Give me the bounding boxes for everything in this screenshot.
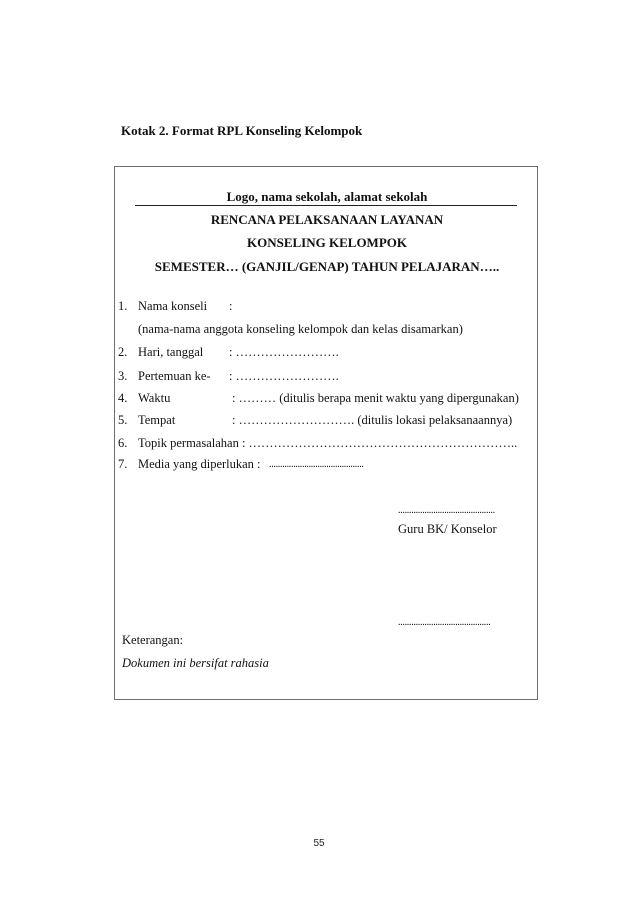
item-number: 3. bbox=[118, 369, 128, 383]
keterangan-text: Dokumen ini bersifat rahasia bbox=[122, 656, 269, 670]
signature-dots-top: ............................................ bbox=[398, 505, 495, 516]
section-heading: Kotak 2. Format RPL Konseling Kelompok bbox=[121, 123, 363, 138]
form-header-semester: SEMESTER… (GANJIL/GENAP) TAHUN PELAJARAN….. bbox=[154, 259, 500, 274]
item-value: : ……………………. bbox=[229, 369, 339, 383]
item-number: 6. bbox=[118, 436, 128, 450]
item-label: Hari, tanggal bbox=[138, 345, 204, 359]
form-item-topik bbox=[115, 436, 539, 452]
item-value: : bbox=[229, 299, 233, 313]
rpl-form-box bbox=[114, 166, 538, 700]
form-item-pertemuan bbox=[115, 369, 539, 385]
item-label: Topik permasalahan : ……………………………………………………….. bbox=[138, 436, 518, 450]
form-header-subtitle: KONSELING KELOMPOK bbox=[247, 235, 407, 250]
item-number: 5. bbox=[118, 413, 128, 427]
item-label: Media yang diperlukan : bbox=[138, 457, 261, 471]
item-label: Pertemuan ke- bbox=[138, 369, 211, 383]
item-value: ........................................... bbox=[269, 459, 364, 470]
keterangan-label: Keterangan: bbox=[122, 633, 184, 647]
item-number: 4. bbox=[118, 391, 128, 405]
header-divider bbox=[135, 205, 517, 206]
form-header-school: Logo, nama sekolah, alamat sekolah bbox=[226, 189, 428, 204]
item-number: 1. bbox=[118, 299, 128, 313]
form-item-note: (nama-nama anggota konseling kelompok dan kelas disamarkan) bbox=[138, 322, 463, 336]
item-value: : ……… (ditulis berapa menit waktu yang dipergunakan) bbox=[232, 391, 519, 405]
item-number: 7. bbox=[118, 457, 128, 471]
form-header-title: RENCANA PELAKSANAAN LAYANAN bbox=[210, 212, 444, 227]
signature-title: Guru BK/ Konselor bbox=[398, 522, 497, 536]
item-value: : ………………………. (ditulis lokasi pelaksanaannya) bbox=[232, 413, 513, 427]
item-value: : ……………………. bbox=[229, 345, 339, 359]
form-item-waktu bbox=[115, 391, 539, 407]
form-item-tempat bbox=[115, 413, 539, 429]
item-label: Waktu bbox=[138, 391, 171, 405]
item-label: Tempat bbox=[138, 413, 176, 427]
form-item-hari-tanggal bbox=[115, 345, 539, 361]
form-item-nama-konseli bbox=[115, 299, 539, 315]
item-number: 2. bbox=[118, 345, 128, 359]
form-item-media bbox=[115, 457, 539, 473]
page-number: 55 bbox=[313, 838, 325, 849]
signature-dots-bottom: .......................................... bbox=[398, 617, 491, 628]
item-label: Nama konseli bbox=[138, 299, 208, 313]
